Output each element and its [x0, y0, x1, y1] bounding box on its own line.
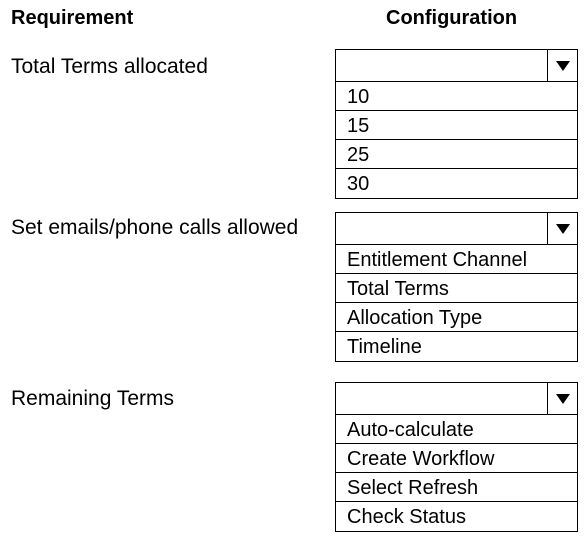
dropdown-toggle-button[interactable] — [547, 213, 577, 244]
dropdown-option[interactable]: Allocation Type — [336, 303, 577, 332]
dropdown-option[interactable]: 15 — [336, 111, 577, 140]
triangle-down-icon — [555, 60, 571, 72]
requirement-header: Requirement — [11, 7, 134, 29]
dropdown-option[interactable]: Auto-calculate — [336, 415, 577, 444]
triangle-down-icon — [555, 393, 571, 405]
dropdown-option[interactable]: 30 — [347, 173, 370, 195]
dropdown-option[interactable]: Total Terms — [336, 274, 577, 303]
dropdown-toggle-button[interactable] — [547, 50, 577, 81]
dropdown-option[interactable]: 10 — [336, 82, 577, 111]
dropdown-emails-calls[interactable] — [335, 212, 578, 362]
dropdown-selected-value[interactable] — [336, 383, 577, 415]
dropdown-option[interactable]: Entitlement Channel — [336, 245, 577, 274]
dropdown-selected-value[interactable] — [336, 50, 577, 82]
dropdown-toggle-button[interactable] — [547, 383, 577, 414]
dropdown-remaining-terms[interactable] — [335, 382, 578, 532]
dropdown-option[interactable]: 25 — [336, 140, 577, 169]
triangle-down-icon — [555, 223, 571, 235]
configuration-header: Configuration — [386, 7, 518, 29]
dropdown-option[interactable]: Timeline — [347, 336, 422, 358]
dropdown-option[interactable]: Check Status — [347, 506, 466, 528]
requirement-label-emails-calls: Set emails/phone calls allowed — [11, 216, 299, 239]
dropdown-option[interactable]: Select Refresh — [336, 473, 577, 502]
dropdown-selected-value[interactable] — [336, 213, 577, 245]
dropdown-total-terms[interactable] — [335, 49, 578, 199]
dropdown-option[interactable]: Create Workflow — [336, 444, 577, 473]
requirement-label-total-terms: Total Terms allocated — [11, 55, 208, 78]
requirement-label-remaining-terms: Remaining Terms — [11, 387, 175, 410]
